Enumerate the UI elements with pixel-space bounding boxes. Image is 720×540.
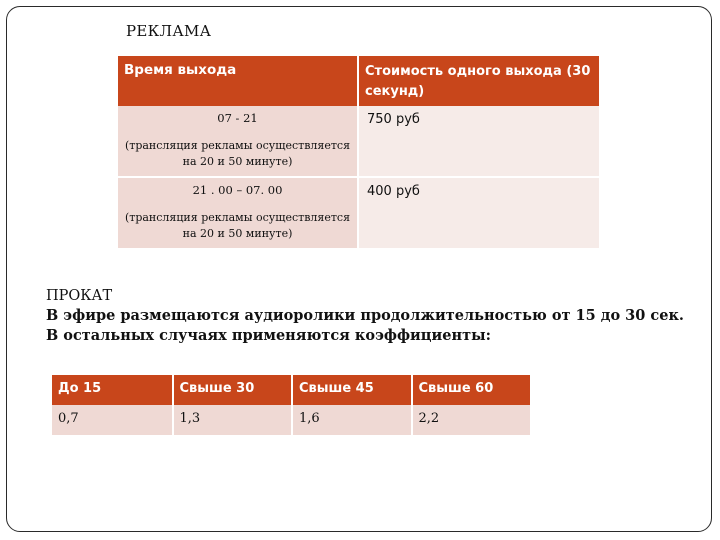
airtime-cell	[118, 178, 357, 248]
price-cell: 400 руб	[357, 178, 599, 248]
advertising-table-header	[118, 56, 599, 106]
airtime-range: 07 - 21	[217, 111, 258, 125]
price-cell: 750 руб	[357, 106, 599, 176]
section-title: РЕКЛАМА	[126, 22, 212, 40]
coefficient-cell: 2,2	[411, 405, 531, 435]
header-cell: До 15	[58, 381, 102, 396]
header-cell: Свыше 30	[172, 375, 292, 405]
airtime-range: 21 . 00 – 07. 00	[192, 183, 283, 197]
table-row	[52, 405, 530, 435]
coefficient-table-header	[52, 375, 530, 405]
airtime-cell	[118, 106, 357, 176]
table-row	[118, 178, 599, 248]
header-airtime: Время выхода	[124, 62, 237, 78]
table-row	[118, 106, 599, 178]
airtime-note: (трансляция рекламы осуществляется на 20 и 50 минуте)	[124, 211, 351, 240]
rental-title: ПРОКАТ	[46, 288, 113, 304]
airtime-note: (трансляция рекламы осуществляется на 20 и 50 минуте)	[124, 139, 351, 168]
coefficient-cell: 1,6	[291, 405, 411, 435]
coefficient-cell: 0,7	[58, 411, 79, 426]
header-cell: Свыше 45	[291, 375, 411, 405]
header-cost: Стоимость одного выхода (30 секунд)	[357, 56, 599, 106]
rental-text-line-2: В остальных случаях применяются коэффициенты:	[46, 327, 491, 344]
advertising-price-table	[118, 56, 599, 248]
rental-section	[46, 286, 684, 346]
coefficient-table	[52, 375, 530, 435]
header-cell: Свыше 60	[411, 375, 531, 405]
coefficient-cell: 1,3	[172, 405, 292, 435]
rental-text-line-1: В эфире размещаются аудиоролики продолжительностью от 15 до 30 сек.	[46, 307, 684, 324]
